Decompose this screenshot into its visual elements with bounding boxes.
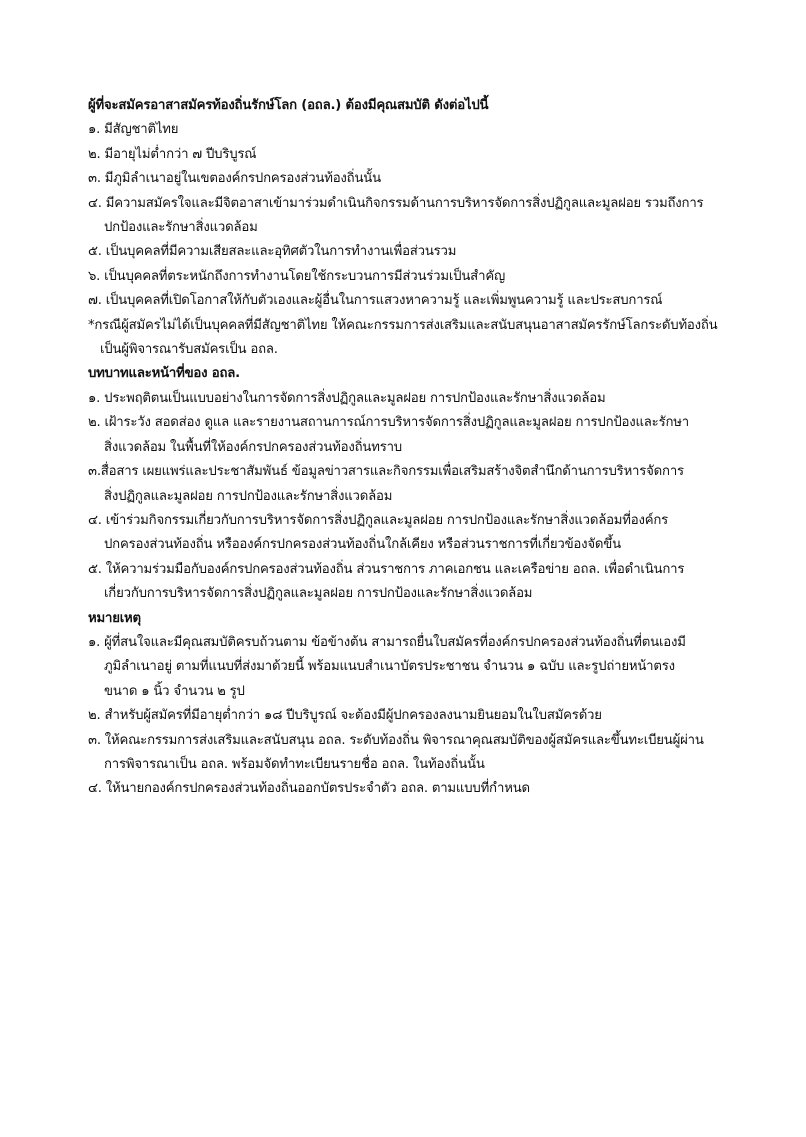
qualification-item-1: ๑. มีสัญชาติไทย [88,122,179,138]
role-item-4-cont: ปกครองส่วนท้องถิ่น หรือองค์กรปกครองส่วนท้องถิ่นใกล้เคียง หรือส่วนราชการที่เกี่ยวข้องจัดขึ้น [104,537,621,553]
qualification-item-4: ๔. มีความสมัครใจและมีจิตอาสาเข้ามาร่วมดำเนินกิจกรรมด้านการบริหารจัดการสิ่งปฏิกูลและมูลฝอย รวมถึงการ [88,195,704,211]
qualification-item-4-cont: ปกป้องและรักษาสิ่งแวดล้อม [104,220,258,236]
role-item-2-cont: สิ่งแวดล้อม ในพื้นที่ให้องค์กรปกครองส่วนท้องถิ่นทราบ [104,439,402,455]
remark-item-4: ๔. ให้นายกองค์กรปกครองส่วนท้องถิ่นออกบัตรประจำตัว อถล. ตามแบบที่กำหนด [88,781,530,797]
role-item-3: ๓.สื่อสาร เผยแพร่และประชาสัมพันธ์ ข้อมูลข่าวสารและกิจกรรมเพื่อเสริมสร้างจิตสำนึกด้านการบริหารจัดการ [88,464,684,480]
role-item-4: ๔. เข้าร่วมกิจกรรมเกี่ยวกับการบริหารจัดการสิ่งปฏิกูลและมูลฝอย การปกป้องและรักษาสิ่งแวดล้อมที่องค์กร [88,512,669,528]
qualification-item-3: ๓. มีภูมิลำเนาอยู่ในเขตองค์กรปกครองส่วนท้องถิ่นนั้น [88,171,381,187]
qualification-note-cont: เป็นผู้พิจารณารับสมัครเป็น อถล. [100,342,278,358]
qualifications-heading: ผู้ที่จะสมัครอาสาสมัครท้องถิ่นรักษ์โลก (อถล.) ต้องมีคุณสมบัติ ดังต่อไปนี้ [88,98,489,113]
remark-item-1-cont-2: ขนาด ๑ นิ้ว จำนวน ๒ รูป [104,683,245,699]
qualification-item-7: ๗. เป็นบุคคลที่เปิดโอกาสให้กับตัวเองและผู้อื่นในการแสวงหาความรู้ และเพิ่มพูนความรู้ และประสบการณ์ [88,293,663,309]
remark-item-2: ๒. สำหรับผู้สมัครที่มีอายุต่ำกว่า ๑๘ ปีบริบูรณ์ จะต้องมีผู้ปกครองลงนามยินยอมในใบสมัครด้วย [88,708,602,724]
remark-item-3-cont: การพิจารณาเป็น อถล. พร้อมจัดทำทะเบียนรายชื่อ อถล. ในท้องถิ่นนั้น [104,756,485,772]
qualification-item-2: ๒. มีอายุไม่ต่ำกว่า ๗ ปีบริบูรณ์ [88,146,257,162]
role-item-3-cont: สิ่งปฏิกูลและมูลฝอย การปกป้องและรักษาสิ่งแวดล้อม [104,488,393,504]
document-body [88,94,768,802]
qualification-item-5: ๕. เป็นบุคคลที่มีความเสียสละและอุทิศตัวในการทำงานเพื่อส่วนรวม [88,244,457,260]
remark-item-3: ๓. ให้คณะกรรมการส่งเสริมและสนับสนุน อถล. ระดับท้องถิ่น พิจารณาคุณสมบัติของผู้สมัครและขึ้นทะเบียนผู้ผ่าน [88,732,704,748]
remark-item-1-cont-1: ภูมิลำเนาอยู่ ตามที่แนบที่ส่งมาด้วยนี้ พร้อมแนบสำเนาบัตรประชาชน จำนวน ๑ ฉบับ และรูปถ่ายหน้าตรง [104,659,675,675]
remarks-heading: หมายเหตุ [88,610,141,626]
remark-item-1: ๑. ผู้ที่สนใจและมีคุณสมบัติครบถ้วนตาม ข้อข้างต้น สามารถยื่นใบสมัครที่องค์กรปกครองส่วนท้องถิ่นที่ตนเองมี [88,634,686,650]
qualification-note: *กรณีผู้สมัครไม่ได้เป็นบุคคลที่มีสัญชาติไทย ให้คณะกรรมการส่งเสริมและสนับสนุนอาสาสมัครรักษ์โลกระดับท้องถิ่น [88,317,718,333]
role-item-5: ๕. ให้ความร่วมมือกับองค์กรปกครองส่วนท้องถิ่น ส่วนราชการ ภาคเอกชน และเครือข่าย อถล. เพื่อดำเนินการ [88,561,685,577]
role-item-2: ๒. เฝ้าระวัง สอดส่อง ดูแล และรายงานสถานการณ์การบริหารจัดการสิ่งปฏิกูลและมูลฝอย การปกป้องและรักษา [88,415,689,431]
role-item-5-cont: เกี่ยวกับการบริหารจัดการสิ่งปฏิกูลและมูลฝอย การปกป้องและรักษาสิ่งแวดล้อม [104,586,533,602]
roles-heading: บทบาทและหน้าที่ของ อถล. [88,366,240,382]
qualification-item-6: ๖. เป็นบุคคลที่ตระหนักถึงการทำงานโดยใช้กระบวนการมีส่วนร่วมเป็นสำคัญ [88,268,506,284]
role-item-1: ๑. ประพฤติตนเป็นแบบอย่างในการจัดการสิ่งปฏิกูลและมูลฝอย การปกป้องและรักษาสิ่งแวดล้อม [88,390,606,406]
